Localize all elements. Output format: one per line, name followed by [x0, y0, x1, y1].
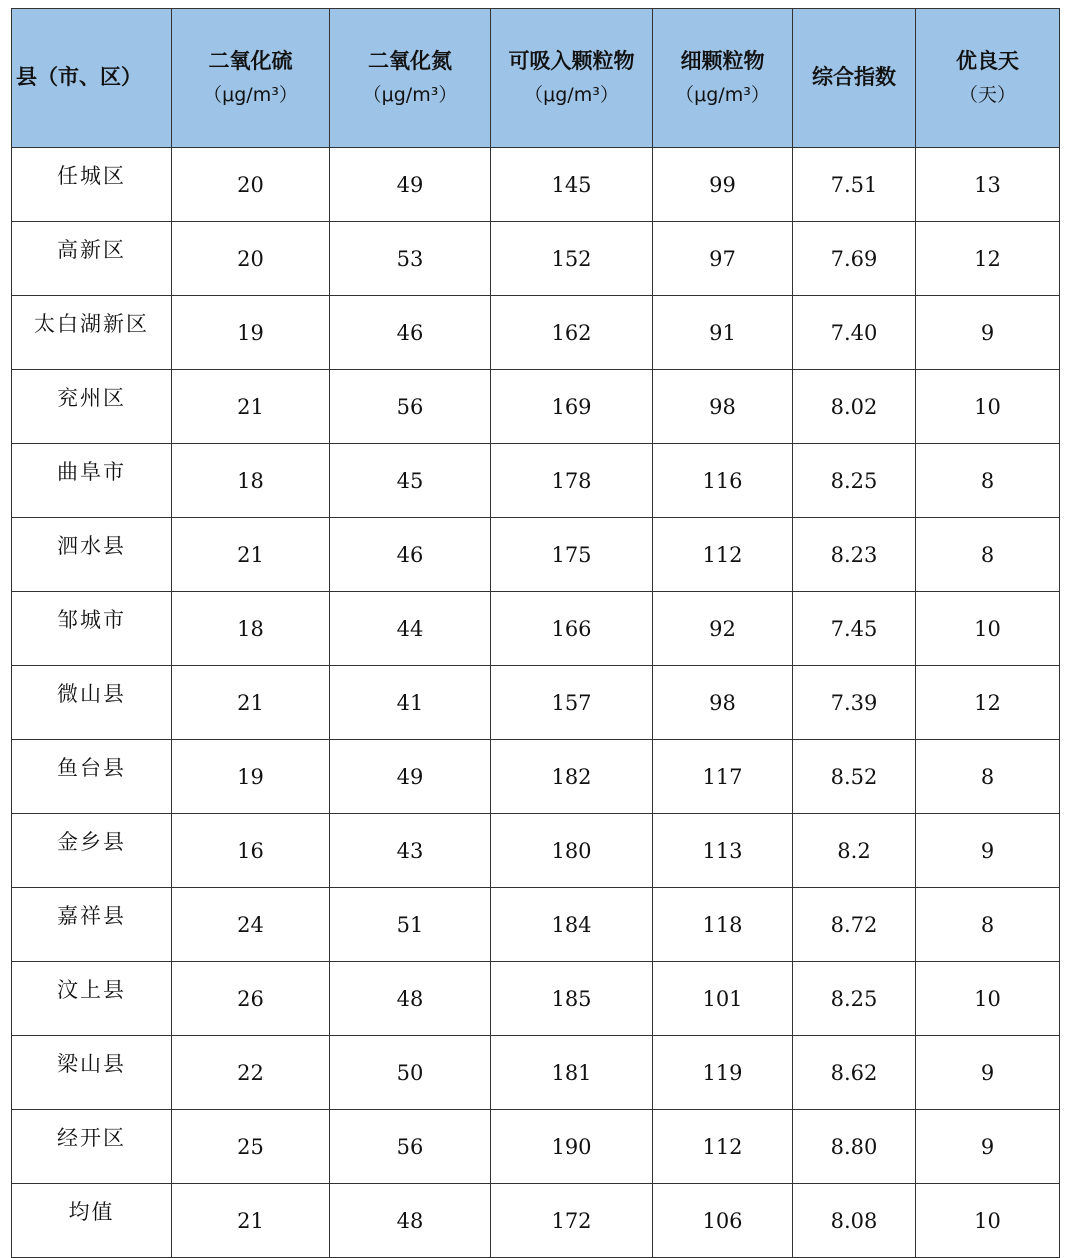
header-no2: [330, 9, 491, 148]
header-pm25-unit: （μg/m³）: [675, 84, 770, 107]
cell-county: 泗水县: [12, 518, 172, 592]
cell-composite-index: 8.08: [793, 1184, 916, 1258]
cell-county: 高新区: [12, 222, 172, 296]
cell-composite-index: 8.52: [793, 740, 916, 814]
cell-good-days: 9: [916, 1036, 1060, 1110]
cell-good-days: 8: [916, 444, 1060, 518]
cell-county: 汶上县: [12, 962, 172, 1036]
cell-pm10: 184: [491, 888, 653, 962]
header-county: [12, 9, 172, 148]
table-row: [12, 666, 1060, 740]
header-no2-label: 二氧化氮: [368, 49, 452, 73]
header-good-days: [916, 9, 1060, 148]
cell-pm10: 182: [491, 740, 653, 814]
cell-no2: 48: [330, 1184, 491, 1258]
cell-so2: 16: [172, 814, 330, 888]
cell-composite-index: 8.25: [793, 444, 916, 518]
cell-pm25: 118: [653, 888, 793, 962]
cell-county: 梁山县: [12, 1036, 172, 1110]
cell-so2: 26: [172, 962, 330, 1036]
cell-composite-index: 8.02: [793, 370, 916, 444]
cell-pm10: 157: [491, 666, 653, 740]
cell-composite-index: 7.69: [793, 222, 916, 296]
cell-composite-index: 7.51: [793, 148, 916, 222]
cell-county: 兖州区: [12, 370, 172, 444]
cell-no2: 56: [330, 370, 491, 444]
cell-so2: 20: [172, 148, 330, 222]
cell-so2: 18: [172, 444, 330, 518]
cell-county: 邹城市: [12, 592, 172, 666]
cell-pm25: 112: [653, 518, 793, 592]
cell-pm25: 101: [653, 962, 793, 1036]
header-row: [12, 9, 1060, 148]
cell-good-days: 9: [916, 1110, 1060, 1184]
cell-pm10: 162: [491, 296, 653, 370]
cell-pm25: 97: [653, 222, 793, 296]
header-pm25: [653, 9, 793, 148]
cell-pm25: 117: [653, 740, 793, 814]
cell-county: 太白湖新区: [12, 296, 172, 370]
cell-composite-index: 8.25: [793, 962, 916, 1036]
cell-no2: 45: [330, 444, 491, 518]
cell-good-days: 9: [916, 814, 1060, 888]
cell-composite-index: 8.23: [793, 518, 916, 592]
cell-no2: 41: [330, 666, 491, 740]
header-so2-unit: （μg/m³）: [203, 84, 298, 107]
cell-so2: 19: [172, 740, 330, 814]
cell-no2: 46: [330, 518, 491, 592]
cell-composite-index: 7.39: [793, 666, 916, 740]
cell-county: 微山县: [12, 666, 172, 740]
cell-pm25: 98: [653, 666, 793, 740]
cell-county: 曲阜市: [12, 444, 172, 518]
cell-pm10: 145: [491, 148, 653, 222]
cell-pm25: 112: [653, 1110, 793, 1184]
header-good-days-label: 优良天: [956, 49, 1019, 73]
table-row: [12, 296, 1060, 370]
cell-no2: 49: [330, 740, 491, 814]
cell-pm10: 185: [491, 962, 653, 1036]
cell-county: 鱼台县: [12, 740, 172, 814]
header-composite-index-label: 综合指数: [812, 65, 896, 90]
cell-good-days: 12: [916, 666, 1060, 740]
cell-good-days: 12: [916, 222, 1060, 296]
cell-so2: 24: [172, 888, 330, 962]
cell-so2: 21: [172, 666, 330, 740]
cell-so2: 20: [172, 222, 330, 296]
cell-good-days: 8: [916, 518, 1060, 592]
header-pm10-label: 可吸入颗粒物: [508, 49, 635, 73]
cell-good-days: 8: [916, 740, 1060, 814]
cell-no2: 49: [330, 148, 491, 222]
cell-county: 均值: [12, 1184, 172, 1258]
cell-pm10: 181: [491, 1036, 653, 1110]
cell-pm25: 106: [653, 1184, 793, 1258]
cell-no2: 53: [330, 222, 491, 296]
header-so2-label: 二氧化硫: [208, 49, 293, 73]
cell-so2: 21: [172, 370, 330, 444]
cell-county: 金乡县: [12, 814, 172, 888]
cell-pm10: 172: [491, 1184, 653, 1258]
cell-pm25: 98: [653, 370, 793, 444]
table-row: [12, 370, 1060, 444]
cell-pm10: 166: [491, 592, 653, 666]
cell-composite-index: 8.80: [793, 1110, 916, 1184]
cell-pm25: 113: [653, 814, 793, 888]
cell-good-days: 8: [916, 888, 1060, 962]
cell-no2: 48: [330, 962, 491, 1036]
cell-no2: 44: [330, 592, 491, 666]
cell-pm25: 92: [653, 592, 793, 666]
table-row: [12, 740, 1060, 814]
air-quality-table: [11, 8, 1060, 1258]
table-row: [12, 1184, 1060, 1258]
cell-county: 经开区: [12, 1110, 172, 1184]
header-county-label: 县（市、区）: [16, 65, 142, 90]
cell-pm10: 175: [491, 518, 653, 592]
cell-composite-index: 8.62: [793, 1036, 916, 1110]
cell-no2: 43: [330, 814, 491, 888]
header-composite-index: [793, 9, 916, 148]
cell-good-days: 9: [916, 296, 1060, 370]
table-row: [12, 148, 1060, 222]
cell-county: 嘉祥县: [12, 888, 172, 962]
cell-so2: 25: [172, 1110, 330, 1184]
header-pm10-unit: （μg/m³）: [524, 84, 619, 107]
cell-no2: 50: [330, 1036, 491, 1110]
cell-composite-index: 8.2: [793, 814, 916, 888]
cell-good-days: 10: [916, 370, 1060, 444]
cell-so2: 21: [172, 518, 330, 592]
header-pm10: [491, 9, 653, 148]
cell-good-days: 10: [916, 592, 1060, 666]
cell-composite-index: 7.40: [793, 296, 916, 370]
cell-pm25: 116: [653, 444, 793, 518]
cell-composite-index: 7.45: [793, 592, 916, 666]
table-row: [12, 888, 1060, 962]
cell-pm25: 99: [653, 148, 793, 222]
cell-good-days: 10: [916, 962, 1060, 1036]
cell-pm10: 152: [491, 222, 653, 296]
cell-pm10: 190: [491, 1110, 653, 1184]
cell-pm25: 119: [653, 1036, 793, 1110]
cell-pm25: 91: [653, 296, 793, 370]
cell-no2: 46: [330, 296, 491, 370]
table-row: [12, 1110, 1060, 1184]
table-row: [12, 444, 1060, 518]
table-row: [12, 814, 1060, 888]
table-row: [12, 962, 1060, 1036]
table-row: [12, 222, 1060, 296]
cell-so2: 19: [172, 296, 330, 370]
header-good-days-unit: （天）: [958, 84, 1016, 107]
table-row: [12, 518, 1060, 592]
cell-good-days: 13: [916, 148, 1060, 222]
cell-good-days: 10: [916, 1184, 1060, 1258]
cell-county: 任城区: [12, 148, 172, 222]
table-body: [12, 148, 1060, 1258]
cell-no2: 56: [330, 1110, 491, 1184]
cell-pm10: 180: [491, 814, 653, 888]
cell-so2: 21: [172, 1184, 330, 1258]
table-row: [12, 1036, 1060, 1110]
header-no2-unit: （μg/m³）: [362, 84, 458, 107]
cell-no2: 51: [330, 888, 491, 962]
table-row: [12, 592, 1060, 666]
cell-so2: 18: [172, 592, 330, 666]
cell-so2: 22: [172, 1036, 330, 1110]
header-so2: [172, 9, 330, 148]
cell-pm10: 178: [491, 444, 653, 518]
header-pm25-label: 细颗粒物: [680, 49, 765, 73]
cell-pm10: 169: [491, 370, 653, 444]
cell-composite-index: 8.72: [793, 888, 916, 962]
table-header: [12, 9, 1060, 148]
